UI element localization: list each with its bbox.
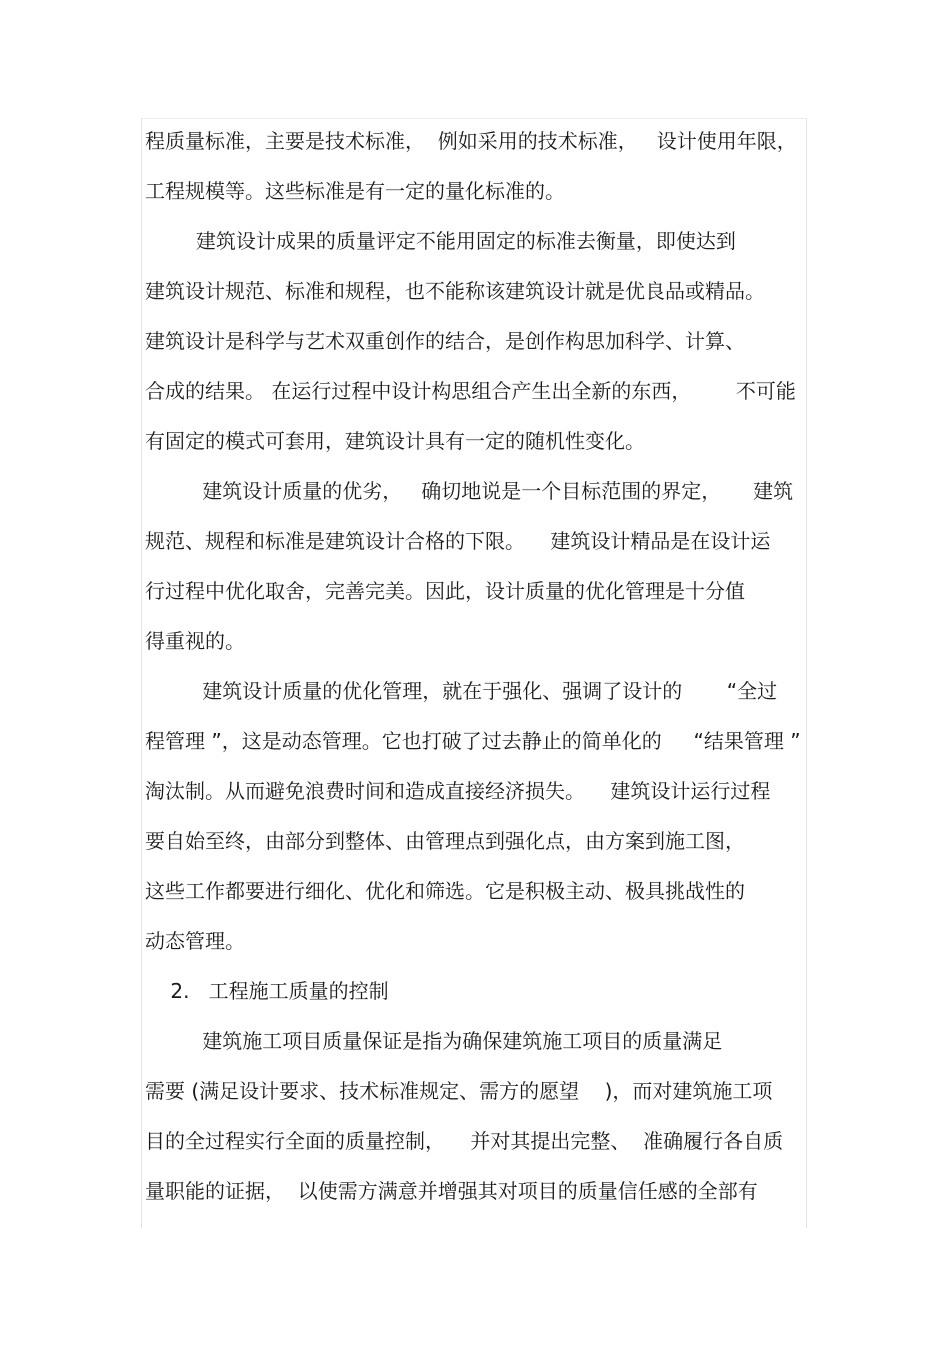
text-line-content: 程质量标准，主要是技术标准， 例如采用的技术标准， 设计使用年限，: [145, 129, 797, 153]
text-line: [145, 1126, 815, 1156]
text-line-content: 建筑施工项目质量保证是指为确保建筑施工项目的质量满足: [145, 1029, 723, 1053]
text-line: [145, 226, 815, 256]
text-line-content: 规范、规程和标准是建筑设计合格的下限。 建筑设计精品是在设计运: [145, 529, 771, 553]
text-line-content: 程管理 ”，这是动态管理。它也打破了过去静止的简单化的 “结果管理 ”: [145, 729, 801, 753]
text-line-content: 这些工作都要进行细化、优化和筛选。它是积极主动、极具挑战性的: [145, 879, 745, 903]
text-line: [145, 826, 815, 856]
text-line-content: 需要 (满足设计要求、技术标准规定、需方的愿望 )，而对建筑施工项: [145, 1079, 773, 1103]
text-line-content: 工程规模等。这些标准是有一定的量化标准的。: [145, 179, 565, 203]
text-line: [145, 926, 815, 956]
text-line-content: 建筑设计规范、标准和规程，也不能称该建筑设计就是优良品或精品。: [145, 279, 765, 303]
text-line-content: 建筑设计质量的优劣， 确切地说是一个目标范围的界定， 建筑: [145, 479, 794, 503]
text-line-content: 行过程中优化取舍，完善完美。因此，设计质量的优化管理是十分值: [145, 579, 745, 603]
text-line: [145, 1026, 815, 1056]
text-line: [145, 1176, 815, 1206]
text-line-content: 量职能的证据， 以使需方满意并增强其对项目的质量信任感的全部有: [145, 1179, 758, 1203]
text-line: [145, 326, 815, 356]
text-line-content: 合成的结果。 在运行过程中设计构思组合产生出全新的东西， 不可能: [145, 379, 796, 403]
text-line: [145, 1076, 815, 1106]
section-heading: [145, 976, 815, 1006]
text-line-content: 建筑设计质量的优化管理，就在于强化、强调了设计的 “全过: [145, 679, 778, 703]
text-line-content: 得重视的。: [145, 629, 245, 653]
text-line: [145, 626, 815, 656]
text-line-content: 建筑设计成果的质量评定不能用固定的标准去衡量，即使达到: [145, 229, 736, 253]
text-line-content: 有固定的模式可套用，建筑设计具有一定的随机性变化。: [145, 429, 645, 453]
text-line-content: 动态管理。: [145, 929, 245, 953]
text-line: [145, 276, 815, 306]
text-line-content: 要自始至终，由部分到整体、由管理点到强化点，由方案到施工图，: [145, 829, 745, 853]
text-line-content: 淘汰制。从而避免浪费时间和造成直接经济损失。 建筑设计运行过程: [145, 779, 771, 803]
text-line: [145, 676, 815, 706]
text-line: [145, 576, 815, 606]
text-line: [145, 776, 815, 806]
text-line: [145, 876, 815, 906]
text-line: [145, 176, 815, 206]
text-line: [145, 426, 815, 456]
text-line: [145, 476, 815, 506]
text-line: [145, 376, 815, 406]
text-line-content: 目的全过程实行全面的质量控制， 并对其提出完整、 准确履行各自质: [145, 1129, 784, 1153]
text-line: [145, 126, 815, 156]
text-line: [145, 726, 815, 756]
text-line-content: 建筑设计是科学与艺术双重创作的结合，是创作构思加科学、计算、: [145, 329, 745, 353]
text-line: [145, 526, 815, 556]
section-heading-text: 2. 工程施工质量的控制: [145, 979, 389, 1003]
